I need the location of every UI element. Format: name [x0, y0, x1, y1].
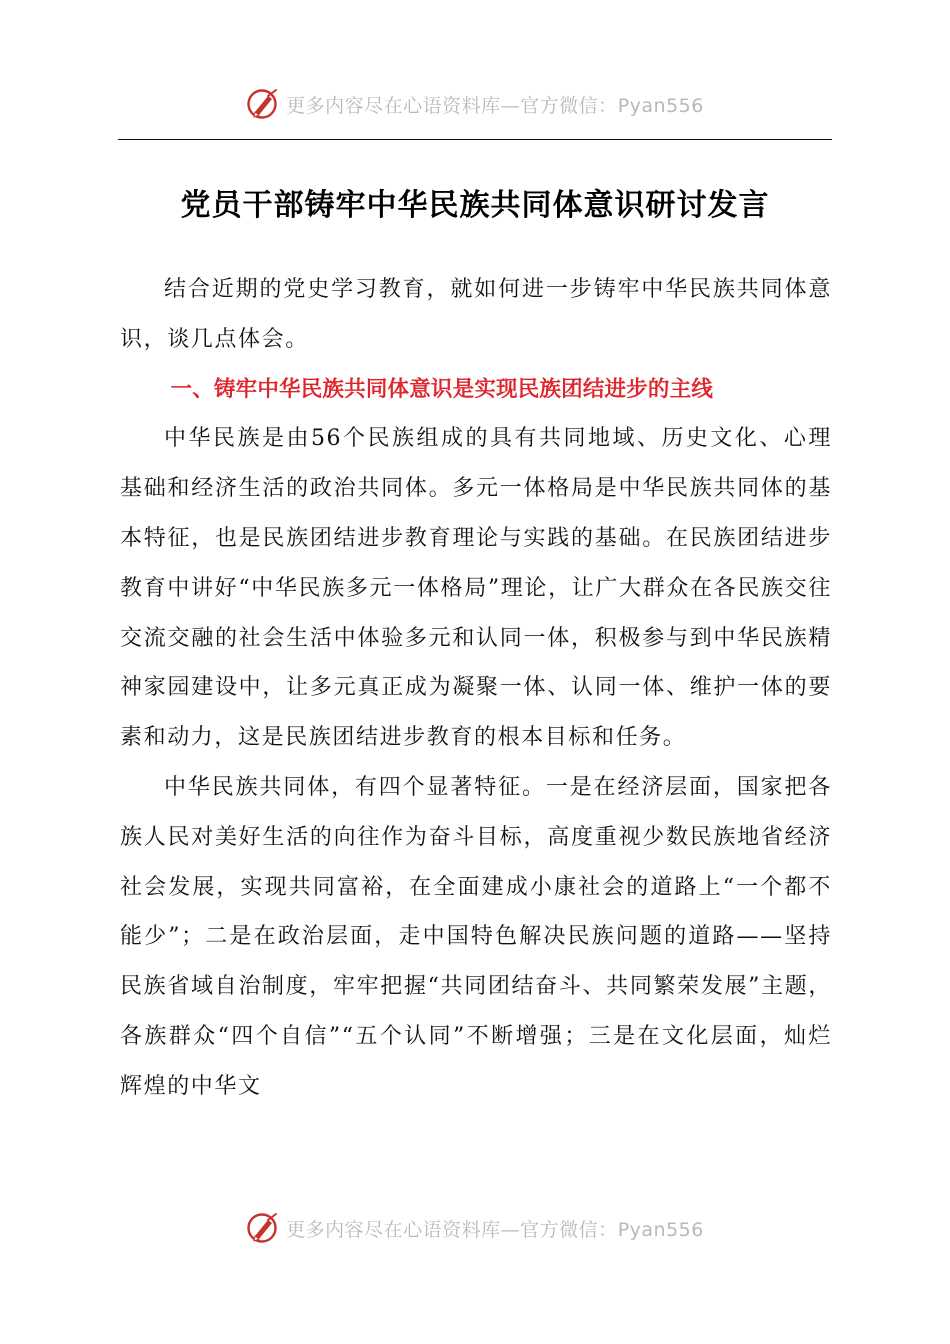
header-divider [118, 139, 832, 140]
banner-slogan: 更多内容尽在心语资料库 [286, 1218, 501, 1241]
header-banner [0, 82, 950, 126]
intro-paragraph: 结合近期的党史学习教育，就如何进一步铸牢中华民族共同体意识，谈几点体会。 [120, 277, 832, 352]
banner-text [286, 91, 704, 118]
pen-logo-icon [246, 87, 280, 121]
document-title: 党员干部铸牢中华民族共同体意识研讨发言 [180, 188, 770, 223]
banner-contact-label: 官方微信： [520, 94, 618, 117]
body-paragraph: 中华民族共同体，有四个显著特征。一是在经济层面，国家把各族人民对美好生活的向往作为奋斗目标，高度重视少数民族地省经济社会发展，实现共同富裕，在全面建成小康社会的道路上“一个都不能少”；二是在政治层面，走中国特色解决民族问题的道路——坚持民族省域自治制度，牢牢把握“共同团结奋斗、共同繁荣发展”主题，各族群众“四个自信”“五个认同”不断增强；三是在文化层面，灿烂辉煌的中华文 [120, 774, 832, 1099]
banner-text [286, 1215, 704, 1242]
pen-logo-icon [246, 1211, 280, 1245]
body-paragraph: 中华民族是由56个民族组成的具有共同地域、历史文化、心理基础和经济生活的政治共同体。多元一体格局是中华民族共同体的基本特征，也是民族团结进步教育理论与实践的基础。在民族团结进步教育中讲好“中华民族多元一体格局”理论，让广大群众在各民族交往交流交融的社会生活中体验多元和认同一体，积极参与到中华民族精神家园建设中，让多元真正成为凝聚一体、认同一体、维护一体的要素和动力，这是民族团结进步教育的根本目标和任务。 [120, 426, 832, 751]
banner-contact-label: 官方微信： [520, 1218, 618, 1241]
banner-contact-id: Pyan556 [617, 1218, 704, 1241]
document-body [120, 265, 832, 1112]
banner-slogan: 更多内容尽在心语资料库 [286, 94, 501, 117]
section-heading-1: 一、铸牢中华民族共同体意识是实现民族团结进步的主线 [170, 376, 714, 402]
banner-separator: — [500, 94, 521, 117]
banner-separator: — [500, 1218, 521, 1241]
footer-banner [0, 1206, 950, 1250]
banner-contact-id: Pyan556 [617, 94, 704, 117]
